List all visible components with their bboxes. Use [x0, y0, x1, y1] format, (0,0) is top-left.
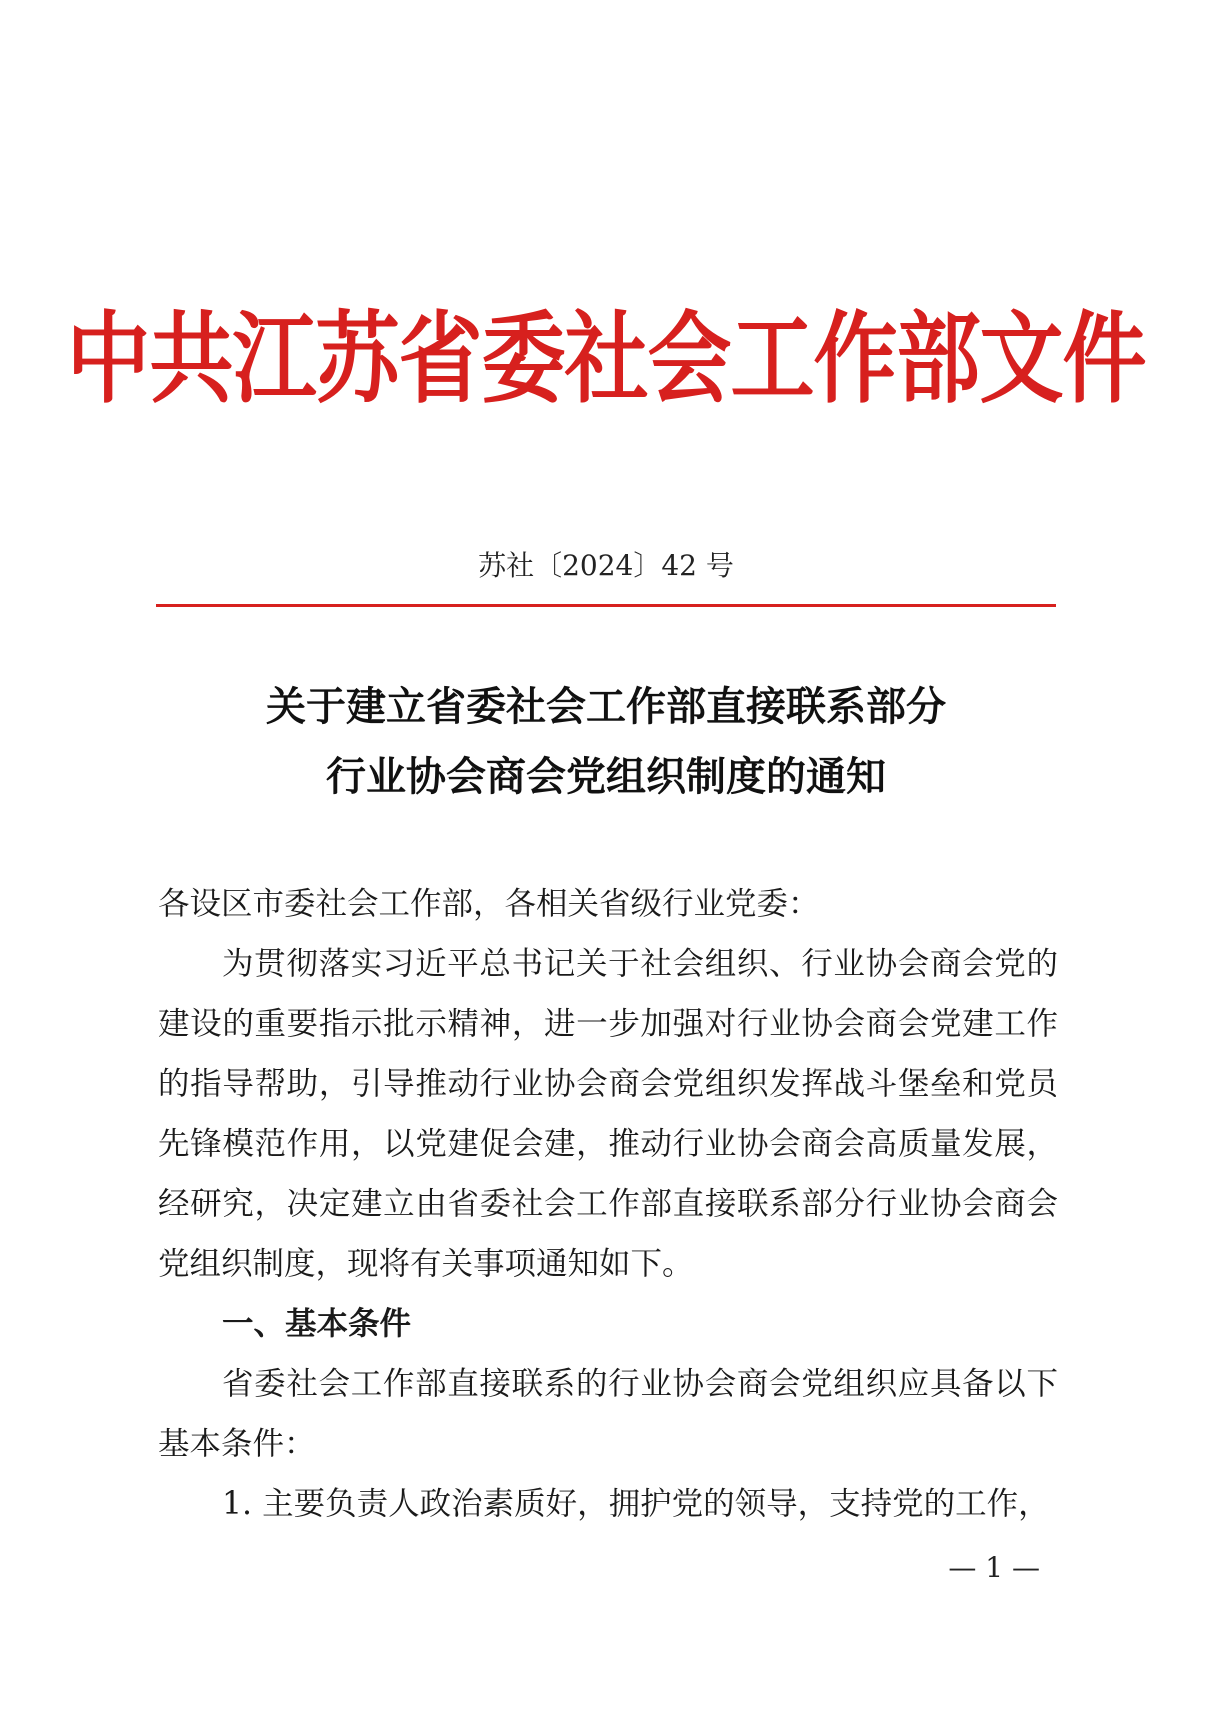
section-heading-basic-conditions: 一、基本条件	[222, 1306, 412, 1342]
document-header-title: 中共江苏省委社会工作部文件	[66, 301, 1146, 417]
paragraph-intro: 为贯彻落实习近平总书记关于社会组织、行业协会商会党的建设的重要指示批示精神，进一步加强对行业协会商会党建工作的指导帮助，引导推动行业协会商会党组织发挥战斗堡垒和党员先锋模范作用，以党建促会建，推动行业协会商会高质量发展，经研究，决定建立由省委社会工作部直接联系部分行业协会商会党组织制度，现将有关事项通知如下。	[158, 946, 1058, 1282]
document-title	[0, 672, 1212, 812]
document-body	[158, 874, 1058, 1534]
document-number: 苏社〔2024〕42 号	[478, 549, 734, 582]
document-title-line-2: 行业协会商会党组织制度的通知	[326, 754, 886, 800]
page-number: — 1 —	[948, 1551, 1040, 1584]
red-divider-line	[156, 604, 1056, 607]
document-title-line-1: 关于建立省委社会工作部直接联系部分	[266, 684, 946, 730]
salutation: 各设区市委社会工作部，各相关省级行业党委：	[158, 886, 820, 922]
list-item-1: 1. 主要负责人政治素质好，拥护党的领导，支持党的工作，	[222, 1486, 1050, 1522]
paragraph-section-intro: 省委社会工作部直接联系的行业协会商会党组织应具备以下基本条件：	[158, 1366, 1058, 1462]
